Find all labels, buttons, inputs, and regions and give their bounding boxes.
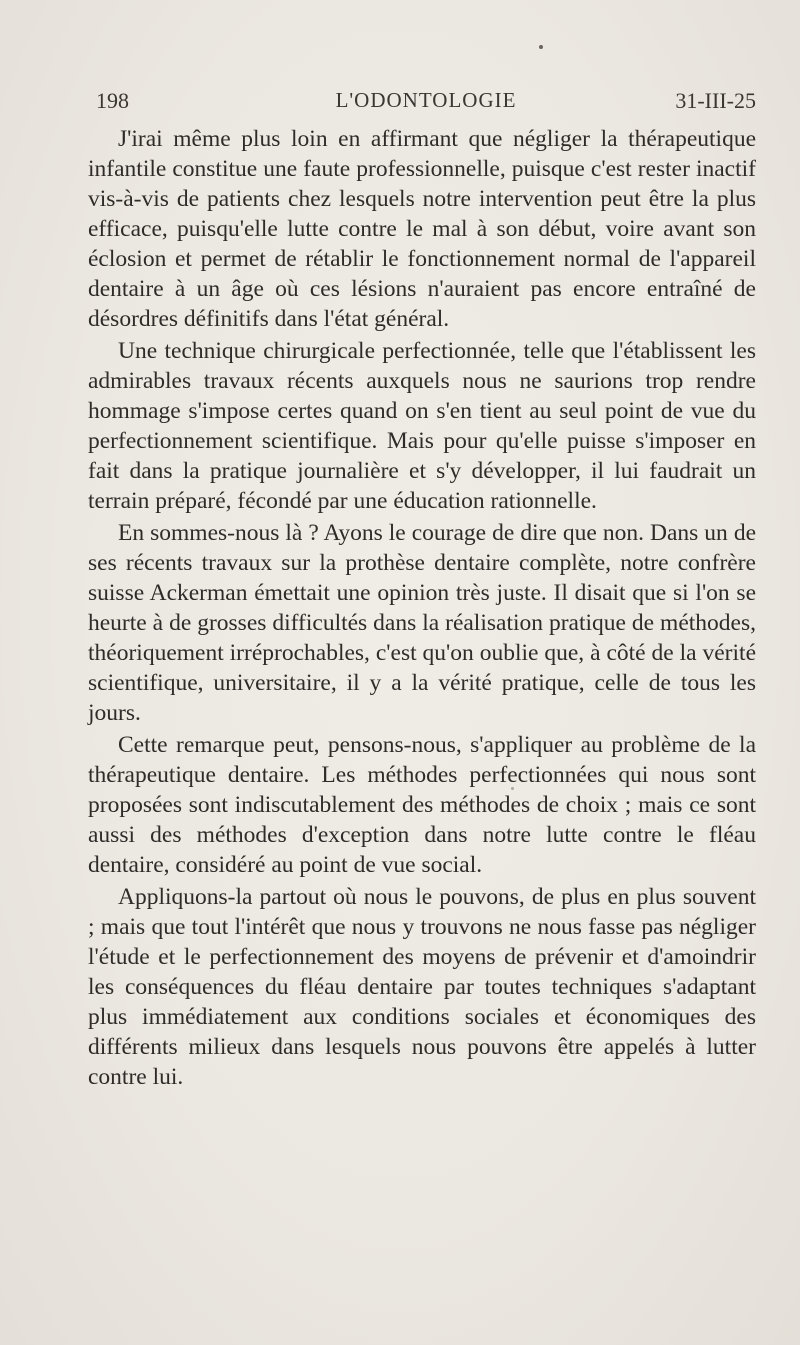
running-title: L'ODONTOLOGIE [335,88,517,112]
paragraph: Appliquons-la partout où nous le pouvons, de plus en plus souvent ; mais que tout l'intérêt que nous y trouvons ne nous fasse pas négliger l'étude et le perfectionnement des moyens de prévenir et d'amoindrir les conséquences du fléau dentaire par toutes techniques s'adaptant plus immédiatement aux conditions sociales et économiques des différents milieux dans lesquels nous pouvons être appelés à lutter contre lui. [88,884,756,1090]
paragraph: Cette remarque peut, pensons-nous, s'appliquer au problème de la thérapeutique dentaire. Les méthodes perfectionnées qui nous sont proposées sont indiscutablement des méthodes de choix ; mais ce sont aussi des méthodes d'exception dans notre lutte contre le fléau dentaire, considéré au point de vue social. [88,732,756,878]
paper-speck [539,45,543,49]
body-text [88,124,756,1094]
paragraph: En sommes-nous là ? Ayons le courage de dire que non. Dans un de ses récents travaux sur la prothèse dentaire complète, notre confrère suisse Ackerman émettait une opinion très juste. Il disait que si l'on se heurte à de grosses difficultés dans la réalisation pratique de méthodes, théoriquement irréprochables, c'est qu'on oublie que, à côté de la vérité scientifique, universitaire, il y a la vérité pratique, celle de tous les jours. [88,520,756,726]
paragraph: Une technique chirurgicale perfectionnée, telle que l'établissent les admirables travaux récents auxquels nous ne saurions trop rendre hommage s'impose certes quand on s'en tient au seul point de vue du perfectionnement scientifique. Mais pour qu'elle puisse s'imposer en fait dans la pratique journalière et s'y développer, il lui faudrait un terrain préparé, fécondé par une éducation rationnelle. [88,338,756,514]
page-header [96,88,756,118]
paragraph: J'irai même plus loin en affirmant que négliger la thérapeutique infantile constitue une faute professionnelle, puisque c'est rester inactif vis-à-vis de patients chez lesquels notre intervention peut être la plus efficace, puisqu'elle lutte contre le mal à son début, voire avant son éclosion et permet de rétablir le fonctionnement normal de l'appareil dentaire à un âge où ces lésions n'auraient pas encore entraîné de désordres définitifs dans l'état général. [88,126,756,332]
page-number: 198 [96,88,129,113]
issue-date: 31-III-25 [675,88,756,113]
